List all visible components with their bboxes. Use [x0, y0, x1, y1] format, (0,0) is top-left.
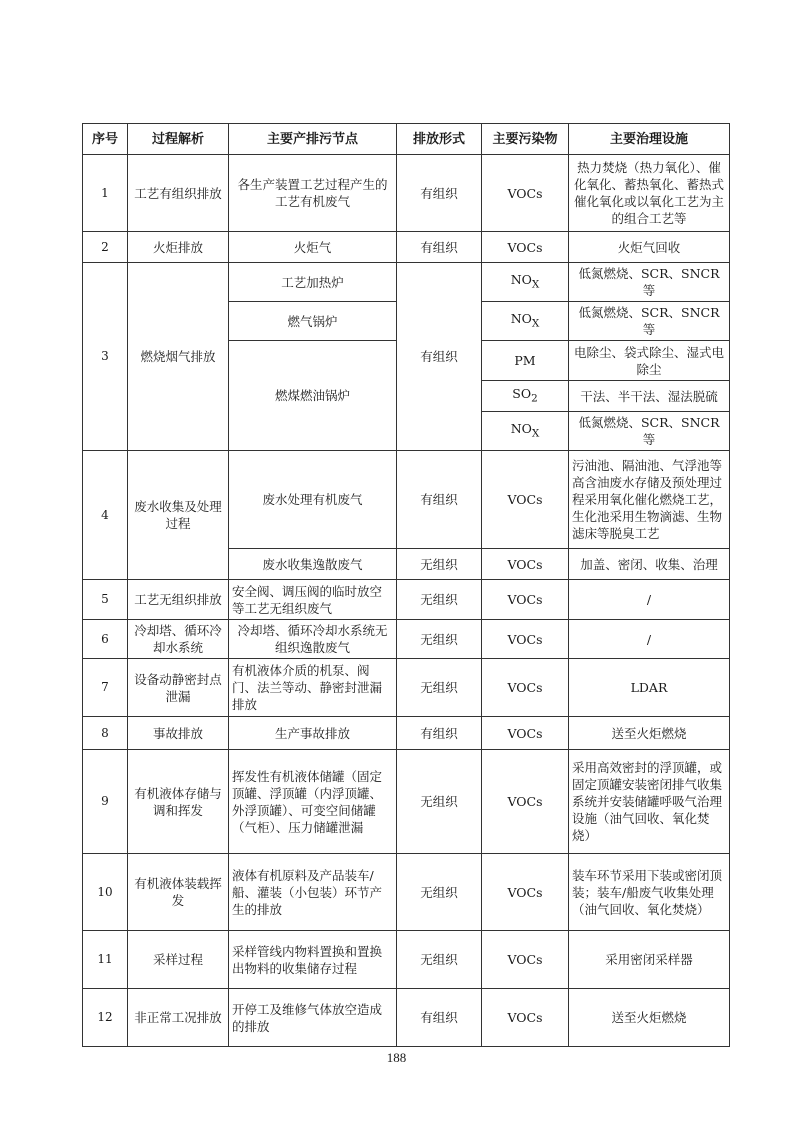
facility-cell: LDAR	[569, 659, 730, 717]
pollutant-formula: NO	[510, 420, 532, 436]
facility-cell: 加盖、密闭、收集、治理	[569, 549, 730, 580]
table-row	[83, 451, 730, 549]
node-cell: 各生产装置工艺过程产生的工艺有机废气	[229, 155, 397, 232]
facility-cell: /	[569, 580, 730, 620]
facility-cell: 污油池、隔油池、气浮池等高含油废水存储及预处理过程采用氧化催化燃烧工艺，生化池采用生物滴滤、生物滤床等脱臭工艺	[569, 451, 730, 549]
pollutant-cell: VOCs	[482, 155, 569, 232]
node-cell: 燃煤燃油锅炉	[229, 341, 397, 451]
row-number: 10	[83, 854, 128, 931]
process-cell: 燃烧烟气排放	[128, 263, 229, 451]
form-cell: 无组织	[397, 659, 482, 717]
row-number: 5	[83, 580, 128, 620]
facility-cell: 低氮燃烧、SCR、SNCR 等	[569, 412, 730, 451]
pollutant-cell	[482, 302, 569, 341]
pollutant-cell: VOCs	[482, 659, 569, 717]
pollutant-cell: VOCs	[482, 451, 569, 549]
facility-cell: 采用高效密封的浮顶罐，或固定顶罐安装密闭排气收集系统并安装储罐呼吸气治理设施（油气回收、氧化焚烧）	[569, 750, 730, 854]
pollutant-cell: VOCs	[482, 620, 569, 659]
facility-cell: 干法、半干法、湿法脱硫	[569, 381, 730, 412]
form-cell: 无组织	[397, 750, 482, 854]
row-number: 2	[83, 232, 128, 263]
facility-cell: 火炬气回收	[569, 232, 730, 263]
row-number: 8	[83, 717, 128, 750]
pollutant-cell: VOCs	[482, 854, 569, 931]
table-row	[83, 659, 730, 717]
pollutant-cell	[482, 381, 569, 412]
header-cell-no: 序号	[83, 124, 128, 155]
form-cell: 无组织	[397, 620, 482, 659]
process-cell: 有机液体存储与调和挥发	[128, 750, 229, 854]
pollutant-formula: PM	[514, 353, 536, 368]
pollutant-formula: NO	[510, 310, 532, 326]
process-cell: 火炬排放	[128, 232, 229, 263]
node-cell: 有机液体介质的机泵、阀门、法兰等动、静密封泄漏排放	[229, 659, 397, 717]
process-cell: 有机液体装载挥发	[128, 854, 229, 931]
row-number: 6	[83, 620, 128, 659]
pollutant-cell: VOCs	[482, 989, 569, 1047]
node-cell: 废水收集逸散废气	[229, 549, 397, 580]
node-cell: 液体有机原料及产品装车/船、灌装（小包装）环节产生的排放	[229, 854, 397, 931]
form-cell: 有组织	[397, 989, 482, 1047]
pollutant-formula: NO	[510, 271, 532, 287]
form-cell: 有组织	[397, 263, 482, 451]
table-row	[83, 717, 730, 750]
process-cell: 非正常工况排放	[128, 989, 229, 1047]
facility-cell: 电除尘、袋式除尘、湿式电除尘	[569, 341, 730, 381]
process-cell: 设备动静密封点泄漏	[128, 659, 229, 717]
process-cell: 工艺有组织排放	[128, 155, 229, 232]
row-number: 11	[83, 931, 128, 989]
facility-cell: 低氮燃烧、SCR、SNCR 等	[569, 263, 730, 302]
process-cell: 事故排放	[128, 717, 229, 750]
form-cell: 无组织	[397, 549, 482, 580]
node-cell: 火炬气	[229, 232, 397, 263]
pollutant-cell	[482, 341, 569, 381]
facility-cell: 采用密闭采样器	[569, 931, 730, 989]
header-cell-form: 排放形式	[397, 124, 482, 155]
facility-cell: 送至火炬燃烧	[569, 989, 730, 1047]
facility-cell: 装车环节采用下装或密闭顶装；装车/船废气收集处理（油气回收、氧化焚烧）	[569, 854, 730, 931]
form-cell: 有组织	[397, 232, 482, 263]
pollutant-cell	[482, 412, 569, 451]
pollutant-cell: VOCs	[482, 931, 569, 989]
table-row	[83, 620, 730, 659]
process-cell: 工艺无组织排放	[128, 580, 229, 620]
row-number: 9	[83, 750, 128, 854]
pollutant-cell: VOCs	[482, 549, 569, 580]
table-row	[83, 989, 730, 1047]
table-row	[83, 580, 730, 620]
form-cell: 无组织	[397, 854, 482, 931]
table-header-row	[83, 124, 730, 155]
table-row	[83, 931, 730, 989]
row-number: 4	[83, 451, 128, 580]
process-cell: 冷却塔、循环冷却水系统	[128, 620, 229, 659]
node-cell: 冷却塔、循环冷却水系统无组织逸散废气	[229, 620, 397, 659]
pollutant-subscript: X	[531, 427, 540, 440]
facility-cell: 送至火炬燃烧	[569, 717, 730, 750]
node-cell: 开停工及维修气体放空造成的排放	[229, 989, 397, 1047]
node-cell: 采样管线内物料置换和置换出物料的收集储存过程	[229, 931, 397, 989]
process-cell: 采样过程	[128, 931, 229, 989]
table-row	[83, 155, 730, 232]
facility-cell: 热力焚烧（热力氧化）、催化氧化、蓄热氧化、蓄热式催化氧化或以氧化工艺为主的组合工艺等	[569, 155, 730, 232]
row-number: 1	[83, 155, 128, 232]
row-number: 12	[83, 989, 128, 1047]
node-cell: 工艺加热炉	[229, 263, 397, 302]
form-cell: 无组织	[397, 931, 482, 989]
node-cell: 燃气锅炉	[229, 302, 397, 341]
header-cell-process: 过程解析	[128, 124, 229, 155]
form-cell: 有组织	[397, 717, 482, 750]
form-cell: 有组织	[397, 155, 482, 232]
pollutant-subscript: 2	[531, 392, 538, 405]
facility-cell: /	[569, 620, 730, 659]
header-cell-facility: 主要治理设施	[569, 124, 730, 155]
table-row	[83, 232, 730, 263]
process-cell: 废水收集及处理过程	[128, 451, 229, 580]
pollutant-cell: VOCs	[482, 750, 569, 854]
pollutant-subscript: X	[531, 278, 540, 291]
table-row	[83, 263, 730, 302]
form-cell: 有组织	[397, 451, 482, 549]
node-cell: 挥发性有机液体储罐（固定顶罐、浮顶罐（内浮顶罐、外浮顶罐）、可变空间储罐（气柜）、压力储罐泄漏	[229, 750, 397, 854]
page-number: 188	[386, 1050, 407, 1065]
node-cell: 废水处理有机废气	[229, 451, 397, 549]
pollutant-formula: SO	[512, 385, 532, 401]
form-cell: 无组织	[397, 580, 482, 620]
table-row	[83, 854, 730, 931]
table-row	[83, 750, 730, 854]
pollutant-cell	[482, 263, 569, 302]
node-cell: 安全阀、调压阀的临时放空等工艺无组织废气	[229, 580, 397, 620]
pollutant-subscript: X	[531, 317, 540, 330]
emission-sources-table	[82, 123, 730, 1047]
node-cell: 生产事故排放	[229, 717, 397, 750]
row-number: 7	[83, 659, 128, 717]
pollutant-cell: VOCs	[482, 717, 569, 750]
pollutant-cell: VOCs	[482, 232, 569, 263]
header-cell-node: 主要产排污节点	[229, 124, 397, 155]
header-cell-pollutant: 主要污染物	[482, 124, 569, 155]
row-number: 3	[83, 263, 128, 451]
facility-cell: 低氮燃烧、SCR、SNCR 等	[569, 302, 730, 341]
pollutant-cell: VOCs	[482, 580, 569, 620]
